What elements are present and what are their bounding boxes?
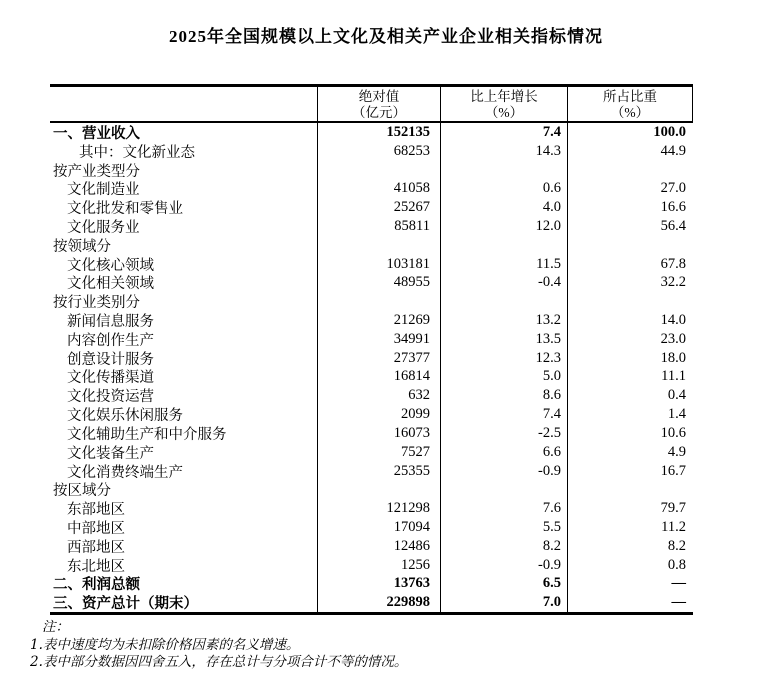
row-label: 文化传播渠道 xyxy=(67,370,154,387)
cell-growth: 5.5 xyxy=(440,518,567,537)
row-label: 创意设计服务 xyxy=(67,351,154,368)
cell-share: 100.0 xyxy=(567,123,693,142)
cell-growth: 8.2 xyxy=(440,537,567,556)
cell-absolute-value: 1256 xyxy=(317,556,440,575)
cell-absolute-value: 229898 xyxy=(317,593,440,612)
cell-share xyxy=(567,161,693,180)
table-row xyxy=(50,575,693,594)
table-row xyxy=(50,537,693,556)
cell-growth xyxy=(440,292,567,311)
cell-growth: 4.0 xyxy=(440,198,567,217)
cell-absolute-value xyxy=(317,236,440,255)
table-row xyxy=(50,292,693,311)
table-row xyxy=(50,405,693,424)
cell-growth: -0.4 xyxy=(440,274,567,293)
row-label: 文化投资运营 xyxy=(67,389,154,406)
row-label: 文化制造业 xyxy=(67,182,140,199)
header-absolute-value-line1: 绝对值 xyxy=(358,89,400,104)
cell-share: — xyxy=(567,593,693,612)
cell-growth: 12.3 xyxy=(440,349,567,368)
notes xyxy=(30,619,750,672)
cell-absolute-value: 41058 xyxy=(317,179,440,198)
cell-growth: -0.9 xyxy=(440,462,567,481)
table-row xyxy=(50,499,693,518)
cell-absolute-value: 25355 xyxy=(317,462,440,481)
table-row xyxy=(50,593,693,612)
note-item: 1.表中速度均为未扣除价格因素的名义增速。 xyxy=(30,636,300,653)
header-growth-line1: 比上年增长 xyxy=(470,89,538,104)
cell-share: 32.2 xyxy=(567,274,693,293)
row-label: 西部地区 xyxy=(67,539,125,556)
page-title: 2025年全国规模以上文化及相关产业企业相关指标情况 xyxy=(169,27,603,46)
cell-absolute-value: 27377 xyxy=(317,349,440,368)
cell-growth: 13.5 xyxy=(440,330,567,349)
row-label: 文化批发和零售业 xyxy=(67,201,183,218)
cell-share: — xyxy=(567,575,693,594)
cell-absolute-value: 121298 xyxy=(317,499,440,518)
cell-absolute-value: 7527 xyxy=(317,443,440,462)
table-row xyxy=(50,330,693,349)
row-label: 其中：文化新业态 xyxy=(79,144,195,161)
table-row xyxy=(50,311,693,330)
cell-share: 11.2 xyxy=(567,518,693,537)
table-row xyxy=(50,217,693,236)
table-row xyxy=(50,480,693,499)
cell-absolute-value: 632 xyxy=(317,386,440,405)
row-label: 按行业类别分 xyxy=(53,295,140,312)
cell-share: 10.6 xyxy=(567,424,693,443)
cell-share: 67.8 xyxy=(567,255,693,274)
row-label: 三、资产总计（期末） xyxy=(53,596,198,613)
cell-absolute-value: 13763 xyxy=(317,575,440,594)
cell-growth: 6.5 xyxy=(440,575,567,594)
table-row xyxy=(50,274,693,293)
cell-absolute-value xyxy=(317,161,440,180)
cell-growth: 0.6 xyxy=(440,179,567,198)
header-growth-line2: （%） xyxy=(484,105,524,120)
table-row xyxy=(50,556,693,575)
cell-growth: -2.5 xyxy=(440,424,567,443)
cell-share: 0.4 xyxy=(567,386,693,405)
header-cell-indicator xyxy=(50,87,317,121)
cell-share: 11.1 xyxy=(567,368,693,387)
row-label: 内容创作生产 xyxy=(67,332,154,349)
row-label: 文化消费终端生产 xyxy=(67,464,183,481)
table-row xyxy=(50,424,693,443)
cell-share: 8.2 xyxy=(567,537,693,556)
table-row xyxy=(50,255,693,274)
cell-growth: 7.4 xyxy=(440,405,567,424)
table-header xyxy=(50,87,693,123)
cell-share: 0.8 xyxy=(567,556,693,575)
cell-growth: 7.6 xyxy=(440,499,567,518)
cell-share: 16.7 xyxy=(567,462,693,481)
row-label: 东部地区 xyxy=(67,502,125,519)
table-row xyxy=(50,142,693,161)
cell-growth: 7.0 xyxy=(440,593,567,612)
row-label: 文化娱乐休闲服务 xyxy=(67,408,183,424)
header-share-line1: 所占比重 xyxy=(603,89,657,104)
cell-absolute-value: 152135 xyxy=(317,123,440,142)
header-share-line2: （%） xyxy=(610,105,650,120)
cell-growth: -0.9 xyxy=(440,556,567,575)
row-label: 东北地区 xyxy=(67,558,125,575)
table-row xyxy=(50,368,693,387)
table-row xyxy=(50,518,693,537)
table-row xyxy=(50,198,693,217)
table-row xyxy=(50,236,693,255)
cell-growth: 7.4 xyxy=(440,123,567,142)
row-label: 按领域分 xyxy=(53,238,111,255)
row-label: 文化服务业 xyxy=(67,219,140,236)
table-row xyxy=(50,161,693,180)
notes-heading: 注： xyxy=(42,619,69,635)
cell-growth: 6.6 xyxy=(440,443,567,462)
cell-share: 4.9 xyxy=(567,443,693,462)
cell-growth: 11.5 xyxy=(440,255,567,274)
cell-absolute-value: 25267 xyxy=(317,198,440,217)
row-label: 按产业类型分 xyxy=(53,163,140,180)
row-label: 二、利润总额 xyxy=(53,577,140,594)
cell-absolute-value: 2099 xyxy=(317,405,440,424)
cell-absolute-value: 103181 xyxy=(317,255,440,274)
row-label: 文化装备生产 xyxy=(67,445,154,462)
header-cell-absolute-value xyxy=(317,87,440,121)
indicator-table xyxy=(50,84,693,615)
cell-share xyxy=(567,236,693,255)
cell-absolute-value xyxy=(317,480,440,499)
cell-growth xyxy=(440,480,567,499)
cell-absolute-value xyxy=(317,292,440,311)
cell-growth: 8.6 xyxy=(440,386,567,405)
table-row xyxy=(50,349,693,368)
cell-share: 23.0 xyxy=(567,330,693,349)
row-label: 文化相关领域 xyxy=(67,276,154,293)
table-row xyxy=(50,443,693,462)
table-row xyxy=(50,386,693,405)
cell-share: 79.7 xyxy=(567,499,693,518)
cell-absolute-value: 17094 xyxy=(317,518,440,537)
cell-growth xyxy=(440,161,567,180)
note-item: 2.表中部分数据因四舍五入，存在总计与分项合计不等的情况。 xyxy=(30,654,408,670)
table-row xyxy=(50,179,693,198)
cell-absolute-value: 16814 xyxy=(317,368,440,387)
cell-share: 1.4 xyxy=(567,405,693,424)
cell-share: 16.6 xyxy=(567,198,693,217)
header-absolute-value-line2: （亿元） xyxy=(352,105,406,120)
cell-share xyxy=(567,480,693,499)
cell-growth xyxy=(440,236,567,255)
cell-absolute-value: 68253 xyxy=(317,142,440,161)
cell-absolute-value: 34991 xyxy=(317,330,440,349)
row-label: 新闻信息服务 xyxy=(67,314,154,330)
cell-share: 27.0 xyxy=(567,179,693,198)
cell-absolute-value: 16073 xyxy=(317,424,440,443)
cell-share xyxy=(567,292,693,311)
header-cell-share xyxy=(567,87,693,121)
cell-share: 18.0 xyxy=(567,349,693,368)
cell-absolute-value: 12486 xyxy=(317,537,440,556)
table-body xyxy=(50,123,693,612)
cell-growth: 5.0 xyxy=(440,368,567,387)
header-cell-growth xyxy=(440,87,567,121)
cell-share: 44.9 xyxy=(567,142,693,161)
cell-share: 14.0 xyxy=(567,311,693,330)
cell-growth: 14.3 xyxy=(440,142,567,161)
row-label: 一、营业收入 xyxy=(53,125,140,142)
cell-growth: 13.2 xyxy=(440,311,567,330)
table-row xyxy=(50,123,693,142)
row-label: 中部地区 xyxy=(67,520,125,537)
cell-absolute-value: 21269 xyxy=(317,311,440,330)
row-label: 文化辅助生产和中介服务 xyxy=(67,426,227,443)
cell-share: 56.4 xyxy=(567,217,693,236)
cell-absolute-value: 85811 xyxy=(317,217,440,236)
cell-growth: 12.0 xyxy=(440,217,567,236)
cell-absolute-value: 48955 xyxy=(317,274,440,293)
row-label: 文化核心领域 xyxy=(67,257,154,274)
row-label: 按区域分 xyxy=(53,483,111,500)
table-row xyxy=(50,462,693,481)
